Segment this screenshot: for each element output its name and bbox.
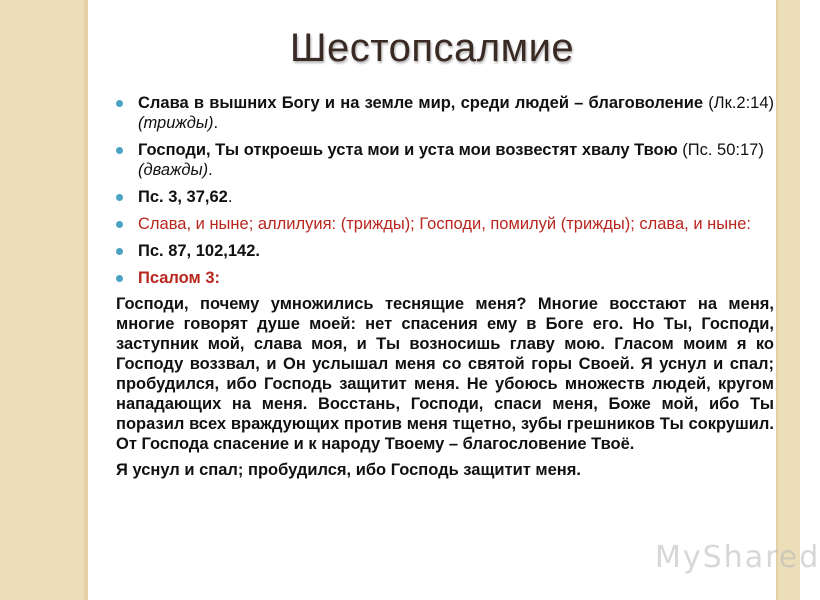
- right-band-edge: [776, 0, 778, 600]
- item-red-text: Слава, и ныне; аллилуия: (трижды); Господи, помилуй (трижды); слава, и ныне:: [138, 215, 751, 233]
- bullet-dot-icon: [116, 221, 123, 228]
- right-decorative-band: [778, 0, 800, 600]
- bullet-item-psalms-87-102-142: [116, 241, 774, 261]
- item-red-heading: Псалом 3:: [138, 269, 221, 287]
- item-end: .: [213, 114, 219, 132]
- left-band-edge: [84, 0, 88, 600]
- bullet-dot-icon: [116, 194, 123, 201]
- item-end: .: [208, 161, 213, 179]
- item-reference: (Пс. 50:17): [677, 141, 764, 159]
- bullet-item-psalms-3-37-62: [116, 187, 774, 207]
- item-text: Пс. 87, 102,142.: [138, 242, 260, 260]
- watermark-logo: MyShared: [655, 540, 820, 575]
- item-note: (трижды): [138, 114, 214, 132]
- slide-content: [116, 93, 774, 480]
- bullet-dot-icon: [116, 275, 123, 282]
- item-text: Пс. 3, 37,62: [138, 188, 228, 206]
- bullet-item-lord-open-lips: [116, 140, 774, 180]
- final-line: Я уснул и спал; пробудился, ибо Господь защитит меня.: [116, 461, 581, 479]
- item-text: Господи, Ты откроешь уста мои и уста мои возвестят хвалу Твою: [138, 141, 678, 159]
- bullet-item-gloria: [116, 93, 774, 133]
- bullet-dot-icon: [116, 248, 123, 255]
- bullet-item-glory-now: [116, 214, 774, 234]
- slide-title: Шестопсалмие: [289, 26, 575, 70]
- item-end: .: [227, 188, 233, 206]
- item-text: Слава в вышних Богу и на земле мир, среди людей – благоволение: [138, 94, 704, 112]
- item-reference: (Лк.2:14): [703, 94, 774, 112]
- bullet-dot-icon: [116, 147, 123, 154]
- psalm-3-text: Господи, почему умножились теснящие меня? Многие восстают на меня, многие говорят душе моей: нет спасения ему в Боге его. Но Ты, Господи, заступник мой, слава моя, и Ты возносишь главу мою. Гласом моим я ко Господу воззвал, и Он услышал меня со святой горы Своей. Я уснул и спал; пробудился, ибо Господь защитит меня. Не убоюсь множеств людей, кругом нападающих на меня. Восстань, Господи, спаси меня, Боже мой, ибо Ты поразил всех враждующих против меня тщетно, зубы грешников Ты сокрушил. От Господа спасение и к народу Твоему – благословение Твоё.: [116, 295, 774, 453]
- bullet-item-psalm-3-heading: [116, 268, 774, 288]
- left-decorative-band: [0, 0, 84, 600]
- bullet-list: [116, 93, 774, 288]
- item-note: (дважды): [138, 161, 209, 179]
- bullet-dot-icon: [116, 100, 123, 107]
